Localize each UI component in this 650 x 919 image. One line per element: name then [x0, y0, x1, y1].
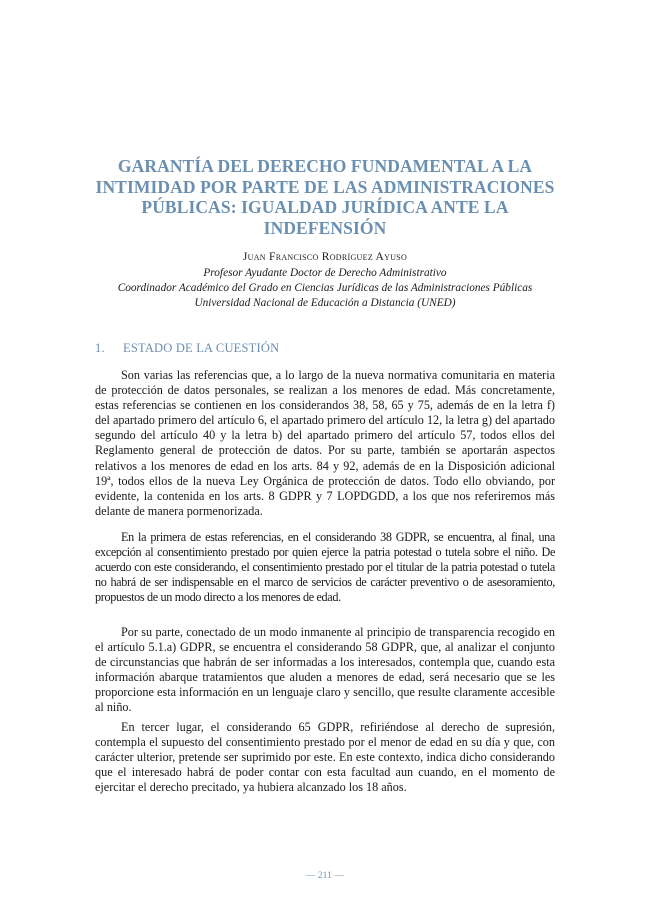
body-paragraph: En tercer lugar, el considerando 65 GDPR, refiriéndose al derecho de supresión, contempla el supuesto del consentimiento prestado por el menor de edad en su día y que, con carácter ulterior, pretende ser suprimido por este. En este contexto, indica dicho considerando que el interesado habrá de poder contar con esta facultad aun cuando, en el momento de ejercitar el derecho precitado, ya hubiera alcanzado los 18 años. [95, 720, 555, 795]
author-affiliation [40, 266, 610, 311]
title-line: GARANTÍA DEL DERECHO FUNDAMENTAL A LA [117, 156, 533, 176]
section-title: ESTADO DE LA CUESTIÓN [123, 341, 280, 355]
affiliation-line: Coordinador Académico del Grado en Ciencias Jurídicas de las Administraciones Públicas [117, 282, 533, 294]
page-number: — 211 — [306, 870, 344, 880]
affiliation-line: Universidad Nacional de Educación a Distancia (UNED) [194, 297, 456, 309]
title-line: PÚBLICAS: IGUALDAD JURÍDICA ANTE LA [141, 197, 509, 217]
body-paragraph: Por su parte, conectado de un modo inmanente al principio de transparencia recogido en el artículo 5.1.a) GDPR, se encuentra el considerando 58 GDPR, que, al analizar el conjunto de circunstancias que habrán de ser informadas a los interesados, contempla que, cuando esta información abarque tratamientos que aluden a menores de edad, será necesario que se les proporcione esta información en un lenguaje claro y sencillo, que resulte claramente accesible al niño. [95, 625, 555, 715]
body-paragraph: En la primera de estas referencias, en el considerando 38 GDPR, se encuentra, al final, una excepción al consentimiento prestado por quien ejerce la patria potestad o tutela sobre el niño. De acuerdo con este considerando, el consentimiento prestado por el titular de la patria potestad o tutela no habrá de ser indispensable en el marco de servicios de carácter preventivo o de asesoramiento, propuestos de un modo directo a los menores de edad. [95, 530, 555, 605]
title-line: INTIMIDAD POR PARTE DE LAS ADMINISTRACIONES [95, 176, 555, 197]
section-heading [95, 341, 279, 356]
title-line: INDEFENSIÓN [263, 217, 387, 238]
author-name: Juan Francisco Rodríguez Ayuso [242, 251, 408, 263]
section-number: 1. [95, 341, 105, 355]
affiliation-line: Profesor Ayudante Doctor de Derecho Administrativo [203, 267, 447, 279]
article-title [70, 156, 580, 238]
body-paragraph: Son varias las referencias que, a lo largo de la nueva normativa comunitaria en materia de protección de datos personales, se realizan a los menores de edad. Más concretamente, estas referencias se contienen en los considerandos 38, 58, 65 y 75, además de en la letra f) del apartado primero del artículo 6, el apartado primero del artículo 12, la letra g) del apartado segundo del artículo 40 y la letra b) del apartado primero del artículo 57, todos ellos del Reglamento general de protección de datos. Por su parte, también se aportarán aspectos relativos a los menores de edad en los arts. 84 y 92, además de en la Disposición adicional 19ª, todos ellos de la nueva Ley Orgánica de protección de datos. Todo ello obviando, por evidente, la contenida en los arts. 8 GDPR y 7 LOPDGDD, a los que nos referiremos más delante de manera pormenorizada. [95, 368, 555, 518]
